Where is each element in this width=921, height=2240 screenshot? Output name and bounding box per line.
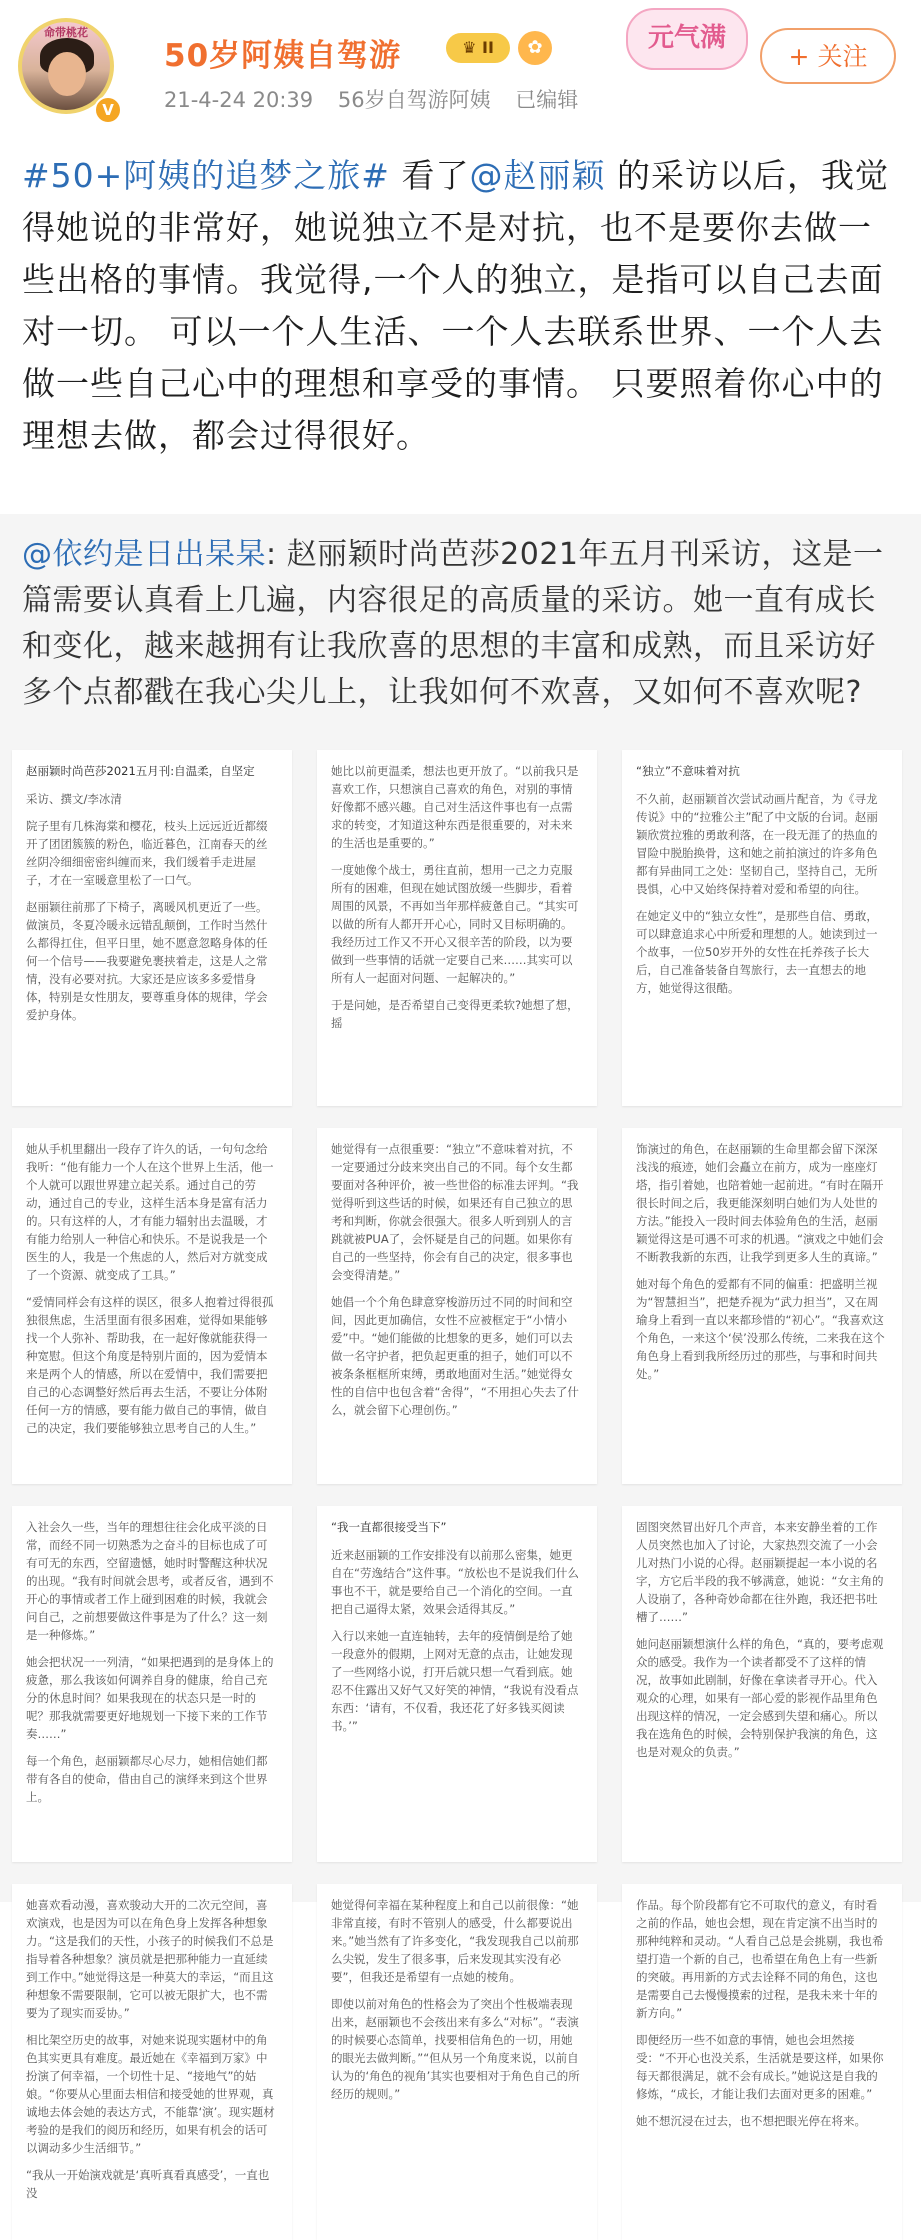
image-text: 她不想沉浸在过去，也不想把眼光停在将来。 [636, 2114, 866, 2128]
image-text: 她比以前更温柔，想法也更开放了。“以前我只是喜欢工作，只想演自己喜欢的角色，对别的事情好像都不感兴趣。自己对生活这件事也有一点需求的转变，才知道这种东西是很重要的，对未来的生活也是重要的。” [331, 764, 579, 850]
image-text: “独立”不意味着对抗 [636, 764, 740, 778]
avatar-caption: 命带桃花 [44, 26, 88, 39]
image-text: 她觉得何幸福在某种程度上和自己以前很像：“她非常直接，有时不管别人的感受，什么都要说出来。”她当然有了许多变化，“我发现我自己以前那么尖锐，发生了很多事，后来发现其实没有必要”，但我还是希望有一点她的棱角。 [331, 1898, 579, 1984]
image-text: 即使以前对角色的性格会为了突出个性极端表现出来，赵丽颖也不会孩出来有多么“对标”。“表演的时候要心态简单，找要相信角色的一切，用她的眼光去做判断。”“但从另一个角度来说，以前自认为的‘角色的视角’其实也要相对于角色自己的所经历的规则。” [331, 1997, 580, 2101]
image-text: 近来赵丽颖的工作安排没有以前那么密集，她更自在“劳逸结合”这件事。“放松也不是说我们什么事也不干，就是要给自己一个消化的空间。一直把自己逼得太紧，效果会适得其反。” [331, 1548, 579, 1616]
image-text: 采访、撰文/李冰清 [26, 792, 122, 806]
grid-image[interactable] [317, 1128, 597, 1484]
image-text: 一度她像个战士，勇往直前，想用一己之力克服所有的困难，但现在她试图放缓一些脚步，看着周围的风景，不再如当年那样疲惫自己。“其实可以做的所有人都开开心心，同时又目标明确的。我经历过工作又不开心又很辛苦的阶段，以为要做到一些事情的话就一定要自己来……其实可以所有人一起面对问题、一起解决的。” [331, 863, 579, 985]
image-text: “我一直都很接受当下” [331, 1520, 447, 1534]
image-text: 赵丽颖往前那了下椅子，离暖风机更近了一些。做演员，冬夏冷暖永远错乱颠倒，工作时当然什么都得扛住，但平日里，她不愿意忽略身体的任何一个信号——我要避免裹挟着走，这是人之常情，没有必要对抗。大家还是应该多多爱惜身体，特别是女性朋友，要尊重身体的规律，学会爱护身体。 [26, 900, 268, 1022]
image-text: 不久前，赵丽颖首次尝试动画片配音，为《寻龙传说》中的“拉雅公主”配了中文版的台词。赵丽颖欣赏拉雅的勇敢利落，在一段无涯了的热血的冒险中脱胎换骨，这和她之前拍演过的许多角色都有异曲同工之处：坚韧自己，坚持自己，无所畏惧，心中又始终保持着对爱和希望的向往。 [636, 792, 878, 896]
image-text: 相比架空历史的故事，对她来说现实题材中的角色其实更具有难度。最近她在《幸福到万家》中扮演了何幸福，一个切性十足、“接地气”的姑娘。“你要从心里面去相信和接受她的世界观，真诚地去体会她的表达方式，不能靠‘演’。现实题材考验的是我们的阅历和经历，如果有机会的话可以调动多少生活细节。” [26, 2033, 275, 2155]
image-text: 院子里有几株海棠和樱花，枝头上远远近近都缀开了团团簇簇的粉色，临近暮色，江南春天的丝丝阴冷细细密密纠缠而来，我们缓着手走进屋子，才在一室暖意里松了一口气。 [26, 819, 268, 887]
image-text: “爱情同样会有这样的误区，很多人抱着过得很孤独很焦虑，生活里面有很多困难，觉得如果能够找一个人弥补、帮助我，在一起好像就能获得一种宽慰。但这个角度是特别片面的，因为爱情本来是两个人的情感，所以在爱情中，我们需要把自己的心态调整好然后再去生活，不要让分体附任何一方的情感，要有能力做自己的事情，做自己的决定，我们要能够独立思考自己的人生。” [26, 1295, 274, 1435]
post-text-a: 看了 [389, 156, 470, 195]
grid-image[interactable] [622, 1506, 902, 1862]
avatar-face [48, 52, 86, 96]
image-text: 于是问她，是否希望自己变得更柔软?她想了想，摇 [331, 998, 579, 1030]
sticker: 元气满 [626, 8, 748, 70]
image-text: 固图突然冒出好几个声音，本来安静坐着的工作人员突然也加入了讨论，大家热烈交流了一小会儿对热门小说的心得。赵丽颖提起一本小说的名字，方它后半段的我不够满意，她说：“女主角的人设崩了，各种奇妙命都在往外跑，我还把书吐槽了……” [636, 1520, 884, 1624]
image-text: 她会把状况一一列清，“如果把遇到的是身体上的疲惫，那么我该如何调养自身的健康，给自己充分的休息时间？如果我现在的状态只是一时的呢？那我就需要更好地规划一下接下来的工作节奏……” [26, 1655, 274, 1741]
image-grid [12, 750, 912, 2200]
post-meta [164, 84, 596, 114]
username[interactable]: 50岁阿姨自驾游 [164, 38, 402, 74]
image-text: 每一个角色，赵丽颖都尽心尽力，她相信她们都带有各自的使命，借由自己的演绎来到这个世界上。 [26, 1754, 268, 1804]
grid-image[interactable] [12, 750, 292, 1106]
post-text [22, 150, 902, 462]
image-text: “我从一开始演戏就是‘真听真看真感受’，一直也没 [26, 2168, 270, 2200]
image-text: 入行以来她一直连轴转，去年的疫情倒是给了她一段意外的假期，上网对无意的点击，让她发现了一些网络小说，打开后就只想一气看到底。她忍不住露出又好气又好笑的神情，“我说有没看点东西：‘请有，不仅看，我还花了好多钱买阅读书。’” [331, 1629, 579, 1733]
image-text: 作品。每个阶段都有它不可取代的意义，有时看之前的作品，她也会想，现在肯定演不出当时的那种纯粹和灵动。“人看自己总是会挑剔，我也希望打造一个新的自己，也希望在角色上有一些新的突破。再用新的方式去诠释不同的角色，这也是需要自己去慢慢摸索的过程，是我未来十年的新方向。” [636, 1898, 884, 2020]
repost-body: : 赵丽颖时尚芭莎2021年五月刊采访，这是一篇需要认真看上几遍，内容很足的高质量的采访。她一直有成长和变化，越来越拥有让我欣喜的思想的丰富和成熟，而且采访好多个点都戳在我心尖儿上，让我如何不欢喜，又如何不喜欢呢? [22, 537, 884, 710]
grid-image[interactable] [12, 1506, 292, 1862]
fish-icon[interactable]: ✿ [518, 31, 552, 65]
image-text: 入社会久一些，当年的理想往往会化成平淡的日常，而经不同一切熟悉为之奋斗的目标也成了可有可无的东西，空留遗憾，她时时警醒这种状况的出现。“我有时间就会思考，或者反省，遇到不开心的事情或者工作上碰到困难的时候，我就会问自己，之前想要做这件事是为了什么？这一刻是一种修炼。” [26, 1520, 274, 1642]
source-label: 56岁自驾游阿姨 [337, 88, 491, 112]
image-text: 饰演过的角色，在赵丽颖的生命里都会留下深深浅浅的痕迹，她们会矗立在前方，成为一座座灯塔，指引着她，也陪着她一起前进。“有时在隔开很长时间之后，我更能深刻明白她们为人处世的方法。”能投入一段时间去体验角色的生活，赵丽颖觉得这是可遇不可求的机遇。“演戏之中她们会不断教我新的东西，让我学到更多人生的真谛。” [636, 1142, 884, 1264]
mention-link[interactable]: @赵丽颖 [469, 156, 606, 195]
image-text: 赵丽颖时尚芭莎2021五月刊:自温柔，自坚定 [26, 764, 255, 778]
verified-icon: V [94, 96, 122, 124]
post-text-b: 的采访以后，我觉得她说的非常好，她说独立不是对抗，也不是要你去做一些出格的事情。我觉得,一个人的独立，是指可以自己去面对一切。 可以一个人生活、一个人去联系世界、一个人去做一些自己心中的理想和享受的事情。 只要照着你心中的理想去做，都会过得很好。 [22, 156, 889, 455]
repost-text [22, 532, 902, 716]
image-text: 在她定义中的“独立女性”，是那些自信、勇敢，可以肆意追求心中所爱和理想的人。她读到过一个故事，一位50岁开外的女性在托养孩子长大后，自己准备装备自驾旅行，去一直想去的地方，她觉得这很酷。 [636, 909, 878, 995]
image-text: 她喜欢看动漫，喜欢骏动大开的二次元空间，喜欢演戏，也是因为可以在角色身上发挥各种想象力。“这是我们的天性，小孩子的时候我们不总是指导着各种想象？演员就是把那种能力一直延续到工作中。”她觉得这是一种莫大的幸运，“而且这种想象不需要限制，它可以被无限扩大，也不需要为了现实而妥协。” [26, 1898, 274, 2020]
quoted-post[interactable] [0, 514, 921, 2200]
post-header [0, 0, 921, 132]
image-text: 她觉得有一点很重要：“独立”不意味着对抗，不一定要通过分歧来突出自己的不同。每个女生都要面对各种评价，被一些世俗的标准去评判。“我觉得听到这些话的时候，如果还有自己独立的思考和判断，你就会很强大。很多人听到别人的言跳就被PUA了，会怀疑是自己的问题。如果你有自己的一些坚持，你会有自己的决定，很多事也会变得清楚。” [331, 1142, 579, 1282]
hashtag-link[interactable]: #50+阿姨的追梦之旅# [22, 156, 390, 195]
grid-image[interactable] [622, 1128, 902, 1484]
image-text: 她从手机里翻出一段存了许久的话，一句句念给我听：“他有能力一个人在这个世界上生活，他一个人就可以跟世界建立起关系。通过自己的劳动，通过自己的专业，这样生活本身是富有活力的。只有这样的人，才有能力辐射出去温暖，才有能力给别人一种信心和快乐。不是说我是一个医生的人，我是一个焦虑的人，然后对方就变成了一个资源、就变成了工具。” [26, 1142, 274, 1282]
image-text: 她对每个角色的爱都有不同的偏重：把盛明兰视为“智慧担当”，把楚乔视为“武力担当”，又在周瑜身上看到一直以来都珍惜的“初心”。“我喜欢这个角色，一来这个‘侯’没那么传统，二来我在这个角色身上看到我所经历过的那些，与事和时间共处。” [636, 1277, 885, 1381]
grid-image[interactable] [622, 1884, 902, 2240]
image-text: 她倡一个个角色肆意穿梭游历过不同的时间和空间，因此更加确信，女性不应被框定于“小情小爱”中。“她们能做的比想象的更多，她们可以去做一名守护者，把负起更重的担子，她们可以不被条条框框所束缚，勇敢地面对生活。”她觉得女性的自信中也包含着“舍得”，“不用担心失去了什么，就会留下心理创伤。” [331, 1295, 579, 1417]
follow-button[interactable]: + 关注 [760, 28, 896, 84]
grid-image[interactable] [317, 750, 597, 1106]
grid-image[interactable] [317, 1884, 597, 2240]
repost-mention-link[interactable]: @依约是日出杲杲 [22, 537, 266, 572]
grid-image[interactable] [12, 1128, 292, 1484]
edited-label[interactable]: 已编辑 [515, 88, 579, 112]
grid-image[interactable] [12, 1884, 292, 2240]
image-text: 即便经历一些不如意的事情，她也会坦然接受：“不开心也没关系，生活就是要这样，如果你每天都很满足，就不会有成长。”她说这是自我的修炼，“成长，才能让我们去面对更多的困难。” [636, 2033, 884, 2101]
image-text: 她问赵丽颖想演什么样的角色，“真的，要考虑观众的感受。我作为一个读者都受不了这样的情况，故事如此剧制，好像在拿读者寻开心。代入观众的心理，如果有一部心爱的影视作品里角色出现这样的情况，一定会感到失望和痛心。所以我在选角色的时候，会特别保护我演的角色，这也是对观众的负责。” [636, 1637, 884, 1759]
timestamp: 21-4-24 20:39 [164, 88, 314, 112]
level-badge[interactable]: ♛ II [446, 33, 510, 63]
grid-image[interactable] [317, 1506, 597, 1862]
grid-image[interactable] [622, 750, 902, 1106]
